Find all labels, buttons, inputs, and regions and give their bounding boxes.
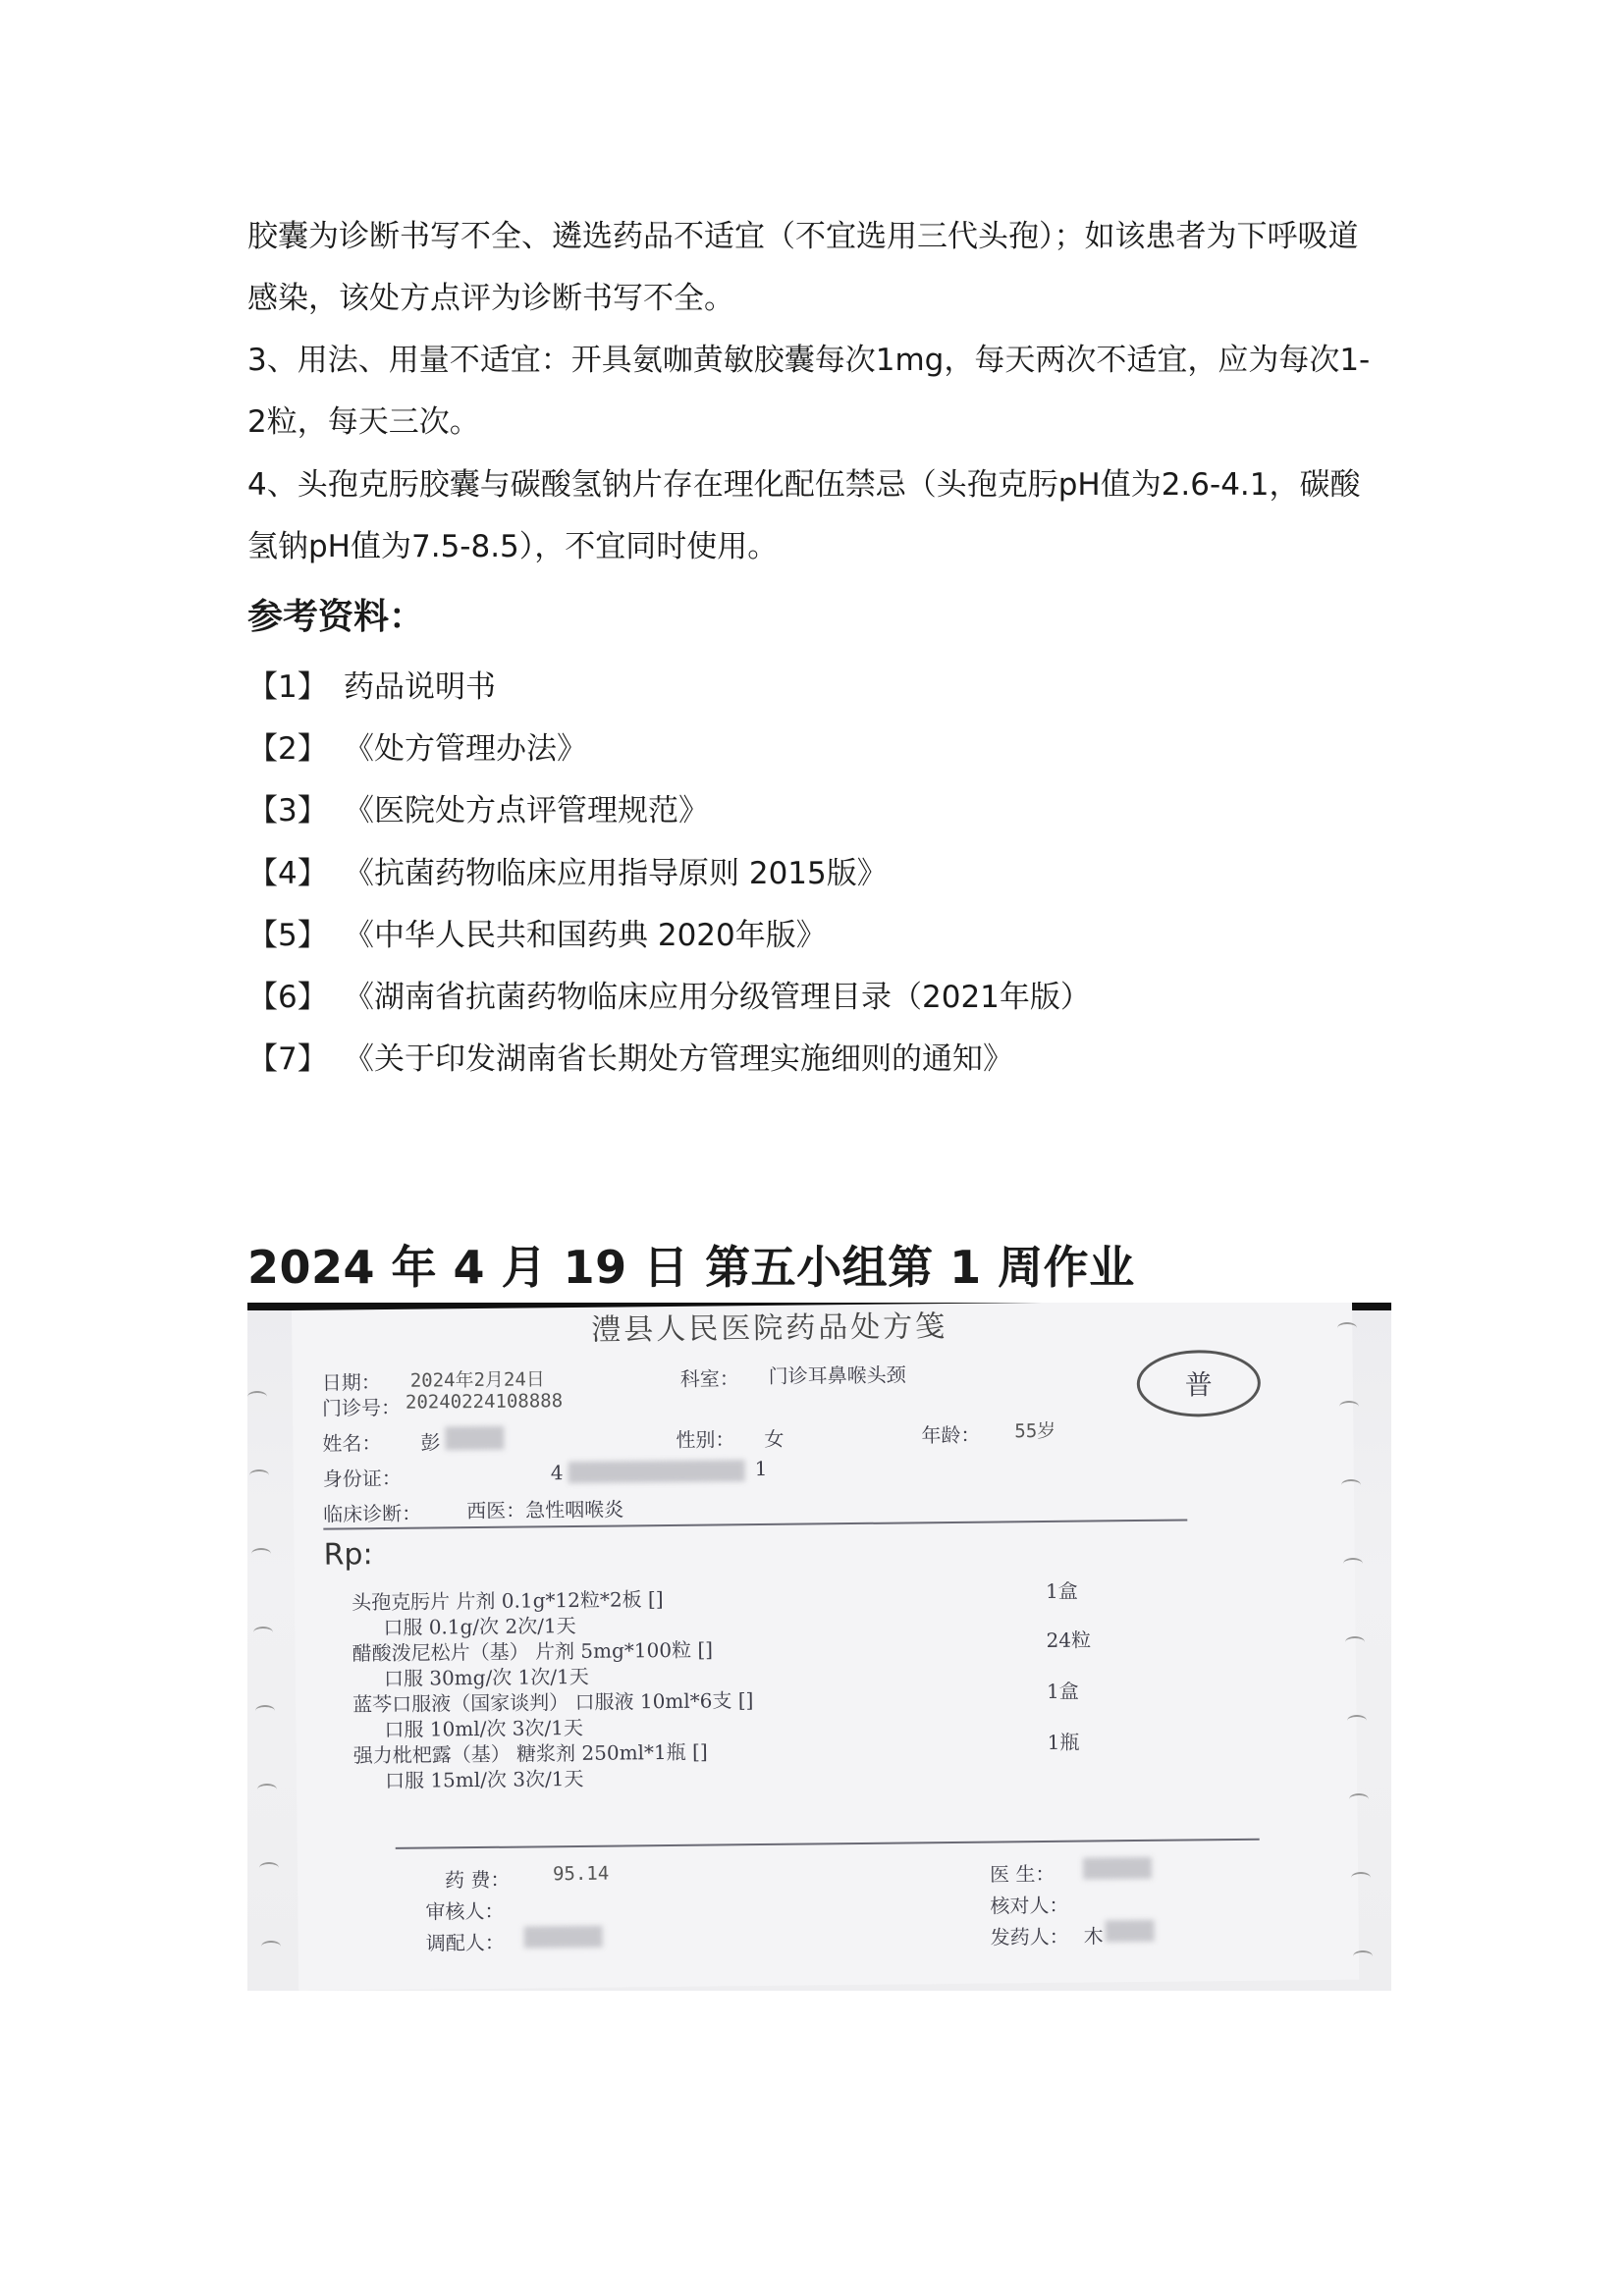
reference-item [247, 1029, 1091, 1091]
prescription-photo [247, 1303, 1391, 1991]
feed-hole-icon [1341, 1479, 1361, 1491]
feed-hole-icon [261, 1941, 281, 1952]
drug-usage: 口服 10ml/次 3次/1天 [384, 1715, 584, 1742]
id-value-start: 4 [550, 1461, 564, 1485]
feed-hole-icon [1339, 1401, 1359, 1413]
name-label: 姓名： [322, 1431, 382, 1456]
reference-index: 【2】 [247, 731, 328, 768]
feed-hole-icon [251, 1548, 271, 1560]
stamp-icon [1136, 1350, 1261, 1417]
drug-name: 强力枇杷露（基） 糖浆剂 250ml*1瓶 [] [352, 1739, 708, 1768]
paragraph-1: 胶囊为诊断书写不全、遴选药品不适宜（不宜选用三代头孢）；如该患者为下呼吸道感染，该处方点评为诊断书写不全。 [247, 219, 1359, 316]
reference-item [247, 967, 1091, 1029]
feed-hole-icon [247, 1391, 267, 1403]
reference-text: 《抗菌药物临床应用指导原则 2015版》 [344, 855, 888, 891]
drug-usage: 口服 30mg/次 1次/1天 [383, 1664, 589, 1691]
drug-name: 蓝芩口服液（国家谈判） 口服液 10ml*6支 [] [352, 1688, 754, 1717]
reference-index: 【3】 [247, 793, 328, 829]
age-label: 年龄： [921, 1422, 981, 1448]
reference-index: 【7】 [247, 1041, 328, 1078]
name-value: 彭 [420, 1430, 441, 1455]
drug-usage: 口服 0.1g/次 2次/1天 [383, 1613, 576, 1640]
clinic-no-label: 门诊号： [321, 1395, 402, 1420]
drug-name: 头孢克肟片 片剂 0.1g*12粒*2板 [] [351, 1587, 664, 1615]
drug-qty: 1盒 [1046, 1679, 1079, 1703]
section-title: 2024 年 4 月 19 日 第五小组第 1 周作业 [247, 1241, 1135, 1294]
feed-hole-icon [259, 1862, 279, 1874]
feed-hole-icon [1353, 1950, 1373, 1962]
reference-item [247, 780, 1091, 842]
sex-label: 性别： [676, 1427, 735, 1452]
date-value: 2024年2月24日 [409, 1368, 545, 1392]
diagnosis-label: 临床诊断： [323, 1501, 422, 1526]
rp-label: Rp: [323, 1537, 373, 1573]
redacted-dispenser [524, 1926, 603, 1949]
reference-text: 《中华人民共和国药典 2020年版》 [344, 917, 827, 953]
checker-label: 核对人： [990, 1893, 1069, 1918]
reference-item [247, 905, 1091, 967]
age-value: 55岁 [1014, 1419, 1056, 1443]
issuer-label: 发药人： [990, 1924, 1069, 1949]
reference-index: 【5】 [247, 917, 328, 953]
drug-qty: 1瓶 [1047, 1730, 1080, 1754]
reference-text: 《湖南省抗菌药物临床应用分级管理目录（2021年版） [344, 979, 1091, 1015]
fee-label: 药 费： [444, 1867, 511, 1893]
reference-item [247, 657, 1091, 719]
feed-hole-icon [249, 1469, 269, 1481]
feed-hole-icon [1337, 1322, 1357, 1334]
drug-qty: 1盒 [1045, 1578, 1078, 1603]
dept-label: 科室： [679, 1366, 739, 1391]
paragraph-3: 4、头孢克肟胶囊与碳酸氢钠片存在理化配伍禁忌（头孢克肟pH值为2.6-4.1，碳酸氢钠pH值为7.5-8.5），不宜同时使用。 [247, 467, 1361, 564]
doctor-label: 医 生： [989, 1861, 1056, 1887]
feed-hole-icon [1349, 1793, 1369, 1805]
diagnosis-value: 西医：急性咽喉炎 [466, 1497, 624, 1523]
feed-hole-icon [1347, 1715, 1367, 1727]
redacted-name [445, 1426, 504, 1451]
date-label: 日期： [321, 1370, 381, 1395]
references-heading: 参考资料： [247, 597, 425, 637]
hospital-title: 澧县人民医院药品处方笺 [591, 1309, 948, 1348]
prescription-paper [292, 1303, 1359, 1991]
paragraph-2: 3、用法、用量不适宜：开具氨咖黄敏胶囊每次1mg，每天两次不适宜，应为每次1-2粒，每天三次。 [247, 343, 1371, 440]
references-list [247, 657, 1091, 1091]
id-label: 身份证： [322, 1466, 402, 1491]
stamp-text: 普 [1184, 1368, 1214, 1402]
reference-text: 药品说明书 [344, 669, 496, 705]
reference-index: 【1】 [247, 669, 328, 705]
clinic-no-value: 20240224108888 [405, 1390, 564, 1414]
redacted-issuer [1106, 1920, 1155, 1943]
drug-usage: 口服 15ml/次 3次/1天 [384, 1766, 584, 1793]
dispenser-label: 调配人： [425, 1930, 505, 1955]
issuer-value: 木 [1083, 1924, 1104, 1949]
feed-hole-icon [1345, 1636, 1365, 1648]
footer-divider [396, 1839, 1260, 1849]
drug-name: 醋酸泼尼松片（基） 片剂 5mg*100粒 [] [352, 1637, 714, 1666]
feed-hole-icon [1351, 1872, 1371, 1884]
feed-hole-icon [255, 1705, 275, 1717]
redacted-doctor [1083, 1857, 1152, 1880]
sex-value: 女 [764, 1426, 785, 1451]
reference-index: 【6】 [247, 979, 328, 1015]
feed-hole-icon [253, 1627, 273, 1638]
reference-index: 【4】 [247, 855, 328, 891]
reviewer-label: 审核人： [425, 1898, 505, 1924]
fee-value: 95.14 [552, 1862, 610, 1886]
dept-value: 门诊耳鼻喉头颈 [768, 1362, 906, 1388]
reference-text: 《关于印发湖南省长期处方管理实施细则的通知》 [344, 1041, 1013, 1078]
header-divider [323, 1519, 1187, 1529]
reference-text: 《医院处方点评管理规范》 [344, 793, 709, 829]
redacted-id [568, 1460, 745, 1483]
drug-qty: 24粒 [1046, 1628, 1092, 1652]
feed-hole-icon [257, 1784, 277, 1795]
id-value-end: 1 [754, 1456, 768, 1481]
reference-item [247, 719, 1091, 780]
reference-item [247, 843, 1091, 905]
feed-hole-icon [1343, 1558, 1363, 1570]
reference-text: 《处方管理办法》 [344, 731, 587, 768]
